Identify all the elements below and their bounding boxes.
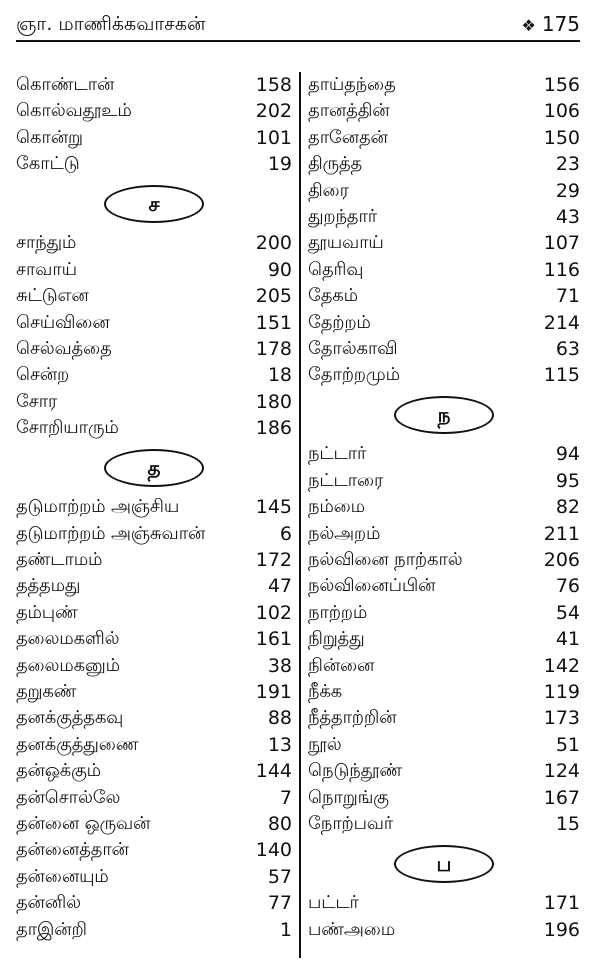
- index-page-number: 119: [543, 681, 580, 703]
- index-page-number: 51: [555, 733, 580, 756]
- index-term: தம்புண்: [16, 601, 78, 623]
- section-letter-oval: ந: [394, 396, 494, 434]
- index-entry: [16, 98, 292, 124]
- index-page-number: 205: [255, 285, 292, 308]
- index-term: தன்னையும்: [16, 865, 109, 887]
- index-page-number: 214: [543, 311, 580, 334]
- index-term: நெடுந்தூண்: [308, 760, 403, 782]
- index-entry: [16, 785, 292, 811]
- index-entry: [16, 257, 292, 283]
- index-entry: [308, 679, 580, 705]
- index-page-number: 196: [543, 918, 580, 941]
- index-page-number: 63: [555, 337, 580, 360]
- index-entry: [16, 230, 292, 256]
- index-term: தடுமாற்றம் அஞ்சிய: [16, 496, 180, 518]
- index-term: தூயவாய்: [308, 232, 384, 254]
- section-letter-oval: ப: [394, 845, 494, 883]
- index-page-number: 41: [555, 628, 580, 651]
- index-entry: [16, 758, 292, 784]
- index-term: தோற்றமும்: [308, 364, 400, 386]
- index-entry: [308, 283, 580, 309]
- page-header: [16, 10, 580, 38]
- index-page-number: 180: [255, 390, 292, 413]
- index-term: நல்அறம்: [308, 522, 381, 544]
- author-name: ஞா. மாணிக்கவாசகன்: [16, 13, 206, 35]
- index-term: நூல்: [308, 733, 342, 755]
- index-term: நல்வினைப்பின்: [308, 575, 436, 597]
- section-letter-oval: ச: [104, 185, 204, 223]
- index-page-number: 18: [267, 364, 292, 387]
- index-page-number: 156: [543, 74, 580, 96]
- index-entry: [16, 573, 292, 599]
- index-term: நட்டாரை: [308, 469, 384, 491]
- index-page-number: 140: [255, 839, 292, 862]
- index-term: தானேதன்: [308, 126, 388, 148]
- index-page-number: 178: [255, 337, 292, 360]
- index-entry: [308, 890, 580, 916]
- index-entry: [308, 573, 580, 599]
- index-entry: [308, 125, 580, 151]
- index-entry: [16, 125, 292, 151]
- index-page-number: 77: [267, 892, 292, 915]
- index-entry: [16, 494, 292, 520]
- index-page-number: 173: [543, 707, 580, 730]
- index-page-number: 191: [255, 681, 292, 704]
- index-page-number: 13: [267, 733, 292, 756]
- index-entry: [16, 389, 292, 415]
- index-term: நீக்க: [308, 681, 342, 702]
- index-column-left: [16, 72, 292, 943]
- index-entry: [308, 441, 580, 467]
- index-term: கொண்டான்: [16, 74, 115, 95]
- index-term: தடுமாற்றம் அஞ்சுவான்: [16, 522, 206, 544]
- index-entry: [16, 415, 292, 441]
- index-entry: [16, 917, 292, 943]
- index-entry: [308, 811, 580, 837]
- index-page-number: 115: [543, 364, 580, 387]
- index-page-number: 211: [543, 522, 580, 545]
- index-term: துறந்தார்: [308, 205, 377, 227]
- index-entry: [308, 494, 580, 520]
- index-term: நல்வினை நாற்கால்: [308, 549, 463, 571]
- index-page-number: 107: [543, 232, 580, 255]
- section-letter-oval: த: [104, 449, 204, 487]
- index-entry: [308, 151, 580, 177]
- index-entry: [308, 98, 580, 124]
- index-entry: [16, 864, 292, 890]
- index-page-number: 167: [543, 786, 580, 809]
- index-page-number: 102: [255, 601, 292, 624]
- index-term: செல்வத்தை: [16, 337, 112, 359]
- index-page-number: 158: [255, 74, 292, 96]
- index-term: தறுகண்: [16, 681, 77, 703]
- index-entry: [16, 547, 292, 573]
- index-term: நிறுத்து: [308, 628, 365, 650]
- index-term: தன்னில்: [16, 892, 81, 914]
- index-entry: [308, 732, 580, 758]
- diamond-ornament-icon: ❖: [521, 16, 536, 35]
- index-entry: [16, 732, 292, 758]
- index-page-number: 145: [255, 496, 292, 519]
- section-letter: [16, 441, 292, 494]
- index-term: சாவாய்: [16, 258, 77, 280]
- page-number-block: [521, 10, 580, 40]
- index-entry: [308, 626, 580, 652]
- index-term: நின்னை: [308, 654, 375, 676]
- index-page-number: 144: [255, 760, 292, 783]
- index-page-number: 80: [267, 812, 292, 835]
- section-letter: [308, 389, 580, 442]
- index-page-number: 15: [555, 812, 580, 835]
- index-term: தனக்குத்துணை: [16, 733, 139, 755]
- index-entry: [308, 230, 580, 256]
- index-page-number: 47: [267, 575, 292, 598]
- index-entry: [308, 521, 580, 547]
- index-term: கொல்வதூஉம்: [16, 100, 132, 122]
- index-entry: [308, 310, 580, 336]
- index-page-number: 38: [267, 654, 292, 677]
- index-page-number: 124: [543, 760, 580, 783]
- index-term: சாந்தும்: [16, 232, 77, 254]
- index-entry: [308, 362, 580, 388]
- index-column-right: [308, 72, 580, 943]
- index-term: நொறுங்கு: [308, 786, 389, 808]
- index-entry: [308, 785, 580, 811]
- index-term: தன்ஒக்கும்: [16, 760, 101, 782]
- index-term: தானத்தின்: [308, 100, 390, 122]
- index-entry: [308, 468, 580, 494]
- index-term: திருத்த: [308, 153, 363, 175]
- index-term: தத்தமது: [16, 575, 81, 597]
- index-term: சென்ற: [16, 364, 70, 386]
- index-entry: [308, 547, 580, 573]
- index-term: தன்னை ஒருவன்: [16, 812, 151, 834]
- index-entry: [16, 283, 292, 309]
- index-entry: [308, 257, 580, 283]
- index-entry: [16, 336, 292, 362]
- index-term: நட்டார்: [308, 443, 367, 465]
- index-page-number: 202: [255, 100, 292, 123]
- index-entry: [16, 310, 292, 336]
- index-term: செய்வினை: [16, 311, 110, 333]
- index-entry: [308, 336, 580, 362]
- index-term: நீத்தாற்றின்: [308, 707, 397, 729]
- index-entry: [16, 362, 292, 388]
- index-page-number: 1: [279, 918, 292, 941]
- index-term: தேற்றம்: [308, 311, 371, 333]
- index-term: தனக்குத்தகவு: [16, 707, 124, 729]
- index-entry: [308, 204, 580, 230]
- index-page-number: 95: [555, 469, 580, 492]
- index-term: சோறியாரும்: [16, 417, 119, 439]
- index-page-number: 186: [255, 417, 292, 440]
- index-page-number: 106: [543, 100, 580, 123]
- index-page-number: 54: [555, 601, 580, 624]
- index-term: தெரிவு: [308, 258, 364, 280]
- index-term: பண்அமை: [308, 918, 396, 940]
- index-page-number: 94: [555, 443, 580, 466]
- index-page-number: 200: [255, 232, 292, 255]
- index-term: தாஇன்றி: [16, 918, 87, 940]
- index-page-number: 6: [279, 522, 292, 545]
- index-page-number: 43: [555, 205, 580, 228]
- index-entry: [308, 705, 580, 731]
- index-page-number: 172: [255, 549, 292, 572]
- index-term: தோல்காவி: [308, 337, 398, 359]
- column-divider: [299, 72, 301, 958]
- index-entry: [308, 72, 580, 98]
- index-page-number: 82: [555, 496, 580, 519]
- index-page-number: 7: [279, 786, 292, 809]
- index-entry: [16, 890, 292, 916]
- index-term: நம்மை: [308, 496, 365, 518]
- index-entry: [308, 758, 580, 784]
- header-rule: [16, 40, 580, 42]
- section-letter: [308, 837, 580, 890]
- index-entry: [16, 72, 292, 98]
- index-term: பட்டர்: [308, 892, 359, 914]
- index-page-number: 23: [555, 153, 580, 176]
- index-term: திரை: [308, 179, 349, 201]
- index-term: சுட்டுஎன: [16, 285, 89, 307]
- section-letter: [16, 178, 292, 231]
- index-entry: [16, 811, 292, 837]
- index-term: கோட்டு: [16, 153, 80, 175]
- index-entry: [16, 705, 292, 731]
- index-term: தலைமகனும்: [16, 654, 120, 676]
- index-entry: [308, 917, 580, 943]
- index-entry: [308, 600, 580, 626]
- index-page-number: 161: [255, 628, 292, 651]
- index-entry: [16, 600, 292, 626]
- index-entry: [16, 679, 292, 705]
- index-entry: [308, 653, 580, 679]
- index-page-number: 88: [267, 707, 292, 730]
- index-term: தண்டாமம்: [16, 549, 103, 571]
- index-term: சோர: [16, 390, 58, 412]
- index-entry: [16, 626, 292, 652]
- index-page-number: 151: [255, 311, 292, 334]
- index-page-number: 150: [543, 126, 580, 149]
- index-page-number: 19: [267, 153, 292, 176]
- index-term: கொன்று: [16, 126, 83, 148]
- index-page-number: 29: [555, 179, 580, 202]
- page-number: 175: [541, 12, 580, 36]
- index-page-number: 71: [555, 285, 580, 308]
- index-term: தலைமகளில்: [16, 628, 120, 650]
- index-entry: [16, 521, 292, 547]
- index-page-number: 90: [267, 258, 292, 281]
- index-term: தன்சொல்லே: [16, 786, 121, 808]
- index-page-number: 142: [543, 654, 580, 677]
- index-term: தேகம்: [308, 285, 358, 307]
- index-term: நோற்பவர்: [308, 812, 394, 834]
- index-entry: [16, 653, 292, 679]
- index-page-number: 206: [543, 549, 580, 572]
- index-page-number: 76: [555, 575, 580, 598]
- index-page-number: 116: [543, 258, 580, 281]
- index-page-number: 57: [267, 865, 292, 888]
- index-term: தாய்தந்தை: [308, 74, 396, 95]
- index-term: நாற்றம்: [308, 601, 368, 623]
- index-page-number: 101: [255, 126, 292, 149]
- index-entry: [308, 178, 580, 204]
- index-page-number: 171: [543, 892, 580, 915]
- index-entry: [16, 151, 292, 177]
- index-term: தன்னைத்தான்: [16, 839, 129, 861]
- index-entry: [16, 837, 292, 863]
